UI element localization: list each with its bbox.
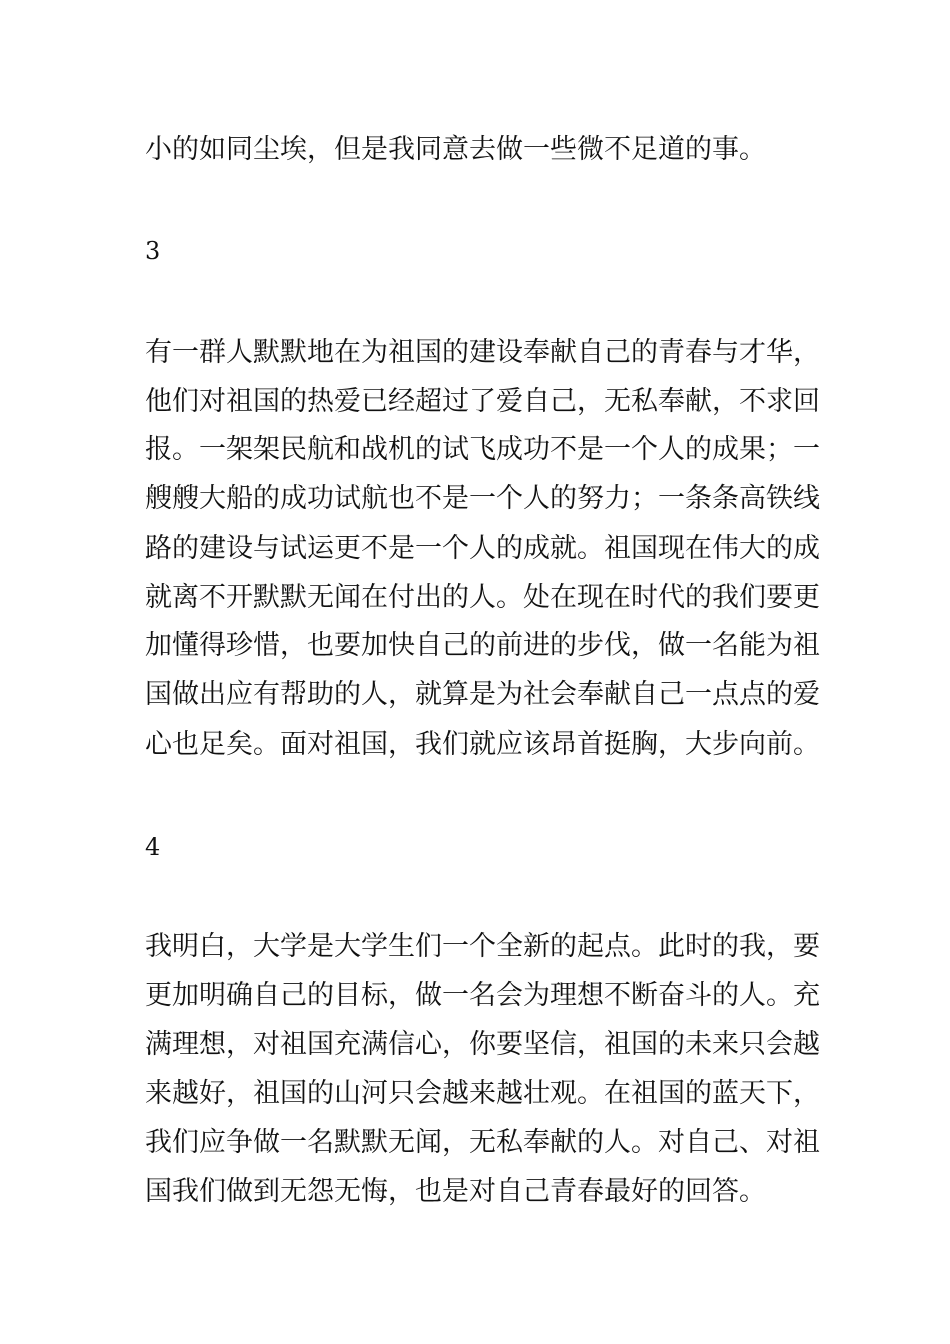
paragraph-line: 心也足矣。面对祖国，我们就应该昂首挺胸，大步向前。 bbox=[145, 729, 820, 760]
paragraph-line: 加懂得珍惜，也要加快自己的前进的步伐，做一名能为祖 bbox=[145, 630, 820, 661]
section-number-4: 4 bbox=[145, 833, 161, 861]
paragraph-line: 国我们做到无怨无悔，也是对自己青春最好的回答。 bbox=[145, 1176, 766, 1207]
paragraph-line: 报。一架架民航和战机的试飞成功不是一个人的成果；一 bbox=[145, 434, 820, 465]
paragraph-line: 我们应争做一名默默无闻，无私奉献的人。对自己、对祖 bbox=[145, 1127, 820, 1158]
paragraph-line: 艘艘大船的成功试航也不是一个人的努力；一条条高铁线 bbox=[145, 483, 820, 514]
section-number-3: 3 bbox=[145, 237, 161, 265]
paragraph-line: 有一群人默默地在为祖国的建设奉献自己的青春与才华， bbox=[145, 337, 820, 368]
paragraph-line: 更加明确自己的目标，做一名会为理想不断奋斗的人。充 bbox=[145, 980, 820, 1011]
paragraph-line: 国做出应有帮助的人，就算是为社会奉献自己一点点的爱 bbox=[145, 679, 820, 710]
paragraph-line: 来越好，祖国的山河只会越来越壮观。在祖国的蓝天下， bbox=[145, 1078, 820, 1109]
paragraph-line: 他们对祖国的热爱已经超过了爱自己，无私奉献，不求回 bbox=[145, 386, 820, 417]
paragraph-line: 满理想，对祖国充满信心，你要坚信，祖国的未来只会越 bbox=[145, 1029, 820, 1060]
paragraph-line: 就离不开默默无闻在付出的人。处在现在时代的我们要更 bbox=[145, 582, 820, 613]
paragraph-line: 我明白，大学是大学生们一个全新的起点。此时的我，要 bbox=[145, 931, 820, 962]
paragraph-line: 路的建设与试运更不是一个人的成就。祖国现在伟大的成 bbox=[145, 533, 820, 564]
intro-line: 小的如同尘埃，但是我同意去做一些微不足道的事。 bbox=[145, 134, 766, 165]
